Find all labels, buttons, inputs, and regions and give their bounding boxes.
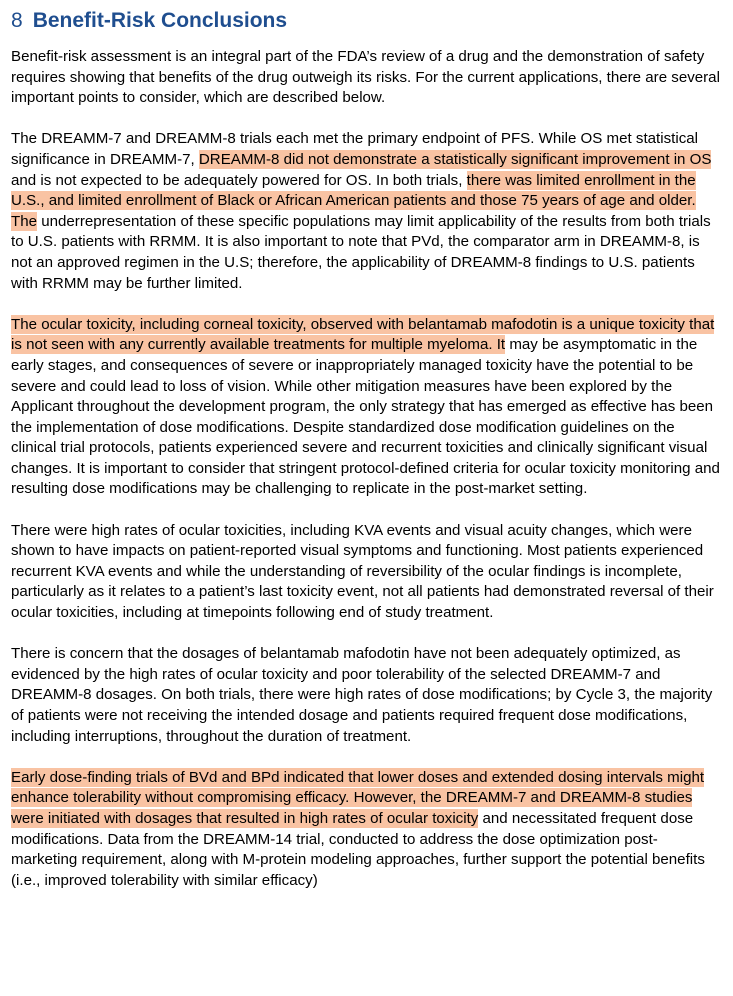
text-segment: may be asymptomatic in the early stages, and consequences of severe or inappropriately managed toxicity have the potential to be severe and could lead to loss of vision. While other mitigation measures have been explored by the Applicant throughout the development program, the only strategy that has emerged as effective has been the implementation of dose modifications. Despite standardized dose modification guidelines on the clinical trial protocols, patients experienced severe and recurrent toxicities and clinically significant visual changes. It is important to consider that stringent protocol-defined criteria for ocular toxicity monitoring and resulting dose modifications may be challenging to replicate in the post-market setting. [11, 336, 720, 498]
paragraph [11, 768, 723, 892]
section-title: Benefit-Risk Conclusions [32, 9, 288, 32]
highlighted-text: DREAMM-8 did not demonstrate a statistically significant improvement in OS [198, 150, 712, 168]
highlighted-text: there was limited enrollment in the U.S., and limited enrollment of Black or African American patients and those 75 years of age and older. The [11, 171, 696, 230]
text-segment: Benefit-risk assessment is an integral part of the FDA’s review of a drug and the demonstration of safety requires showing that benefits of the drug outweigh its risks. For the current applications, there are several important points to consider, which are described below. [11, 48, 720, 107]
paragraph [11, 521, 723, 624]
text-segment: There were high rates of ocular toxicities, including KVA events and visual acuity changes, which were shown to have impacts on patient-reported visual symptoms and functioning. Most patients experienced recurrent KVA events and while the understanding of reversibility of the ocular findings is incomplete, particularly as it relates to a patient’s last toxicity event, not all patients had demonstrated reversal of their ocular toxicities, including at timepoints following end of study treatment. [11, 521, 714, 622]
highlighted-text: Early dose-finding trials of BVd and BPd indicated that lower doses and extended dosing intervals might enhance tolerability without compromising efficacy. However, the DREAMM-7 and DREAMM-8 studies were initiated with dosages that resulted in high rates of ocular toxicity [11, 768, 705, 827]
text-segment: The DREAMM-7 and DREAMM-8 trials each met the primary endpoint of PFS. While OS met statistical significance in DREAMM-7, [11, 130, 698, 168]
text-segment: underrepresentation of these specific populations may limit applicability of the results from both trials to U.S. patients with RRMM. It is also important to note that PVd, the comparator arm in DREAMM-8, is not an approved regimen in the U.S; therefore, the applicability of DREAMM-8 findings to U.S. patients with RRMM may be further limited. [11, 212, 711, 292]
paragraph [11, 47, 723, 109]
highlighted-text: The ocular toxicity, including corneal toxicity, observed with belantamab mafodotin is a unique toxicity that is not seen with any currently available treatments for multiple myeloma. It [11, 315, 715, 354]
text-segment: and is not expected to be adequately powered for OS. In both trials, [11, 171, 467, 189]
text-segment: There is concern that the dosages of belantamab mafodotin have not been adequately optimized, as evidenced by the high rates of ocular toxicity and poor tolerability of the selected DREAMM-7 and DREAMM-8 dosages. On both trials, there were high rates of dose modifications; by Cycle 3, the majority of patients were not receiving the intended dosage and patients required frequent dose modifications, including interruptions, throughout the duration of treatment. [11, 645, 713, 745]
paragraph [11, 315, 723, 500]
section-heading [11, 6, 723, 36]
paragraph [11, 129, 723, 294]
text-segment: and necessitated frequent dose modifications. Data from the DREAMM-14 trial, conducted to address the dose optimization post-marketing requirement, along with M-protein modeling approaches, further support the potential benefits (i.e., improved tolerability with similar efficacy) [11, 809, 705, 889]
paragraph [11, 644, 723, 747]
section-number: 8 [11, 9, 23, 32]
section-body [11, 47, 723, 891]
